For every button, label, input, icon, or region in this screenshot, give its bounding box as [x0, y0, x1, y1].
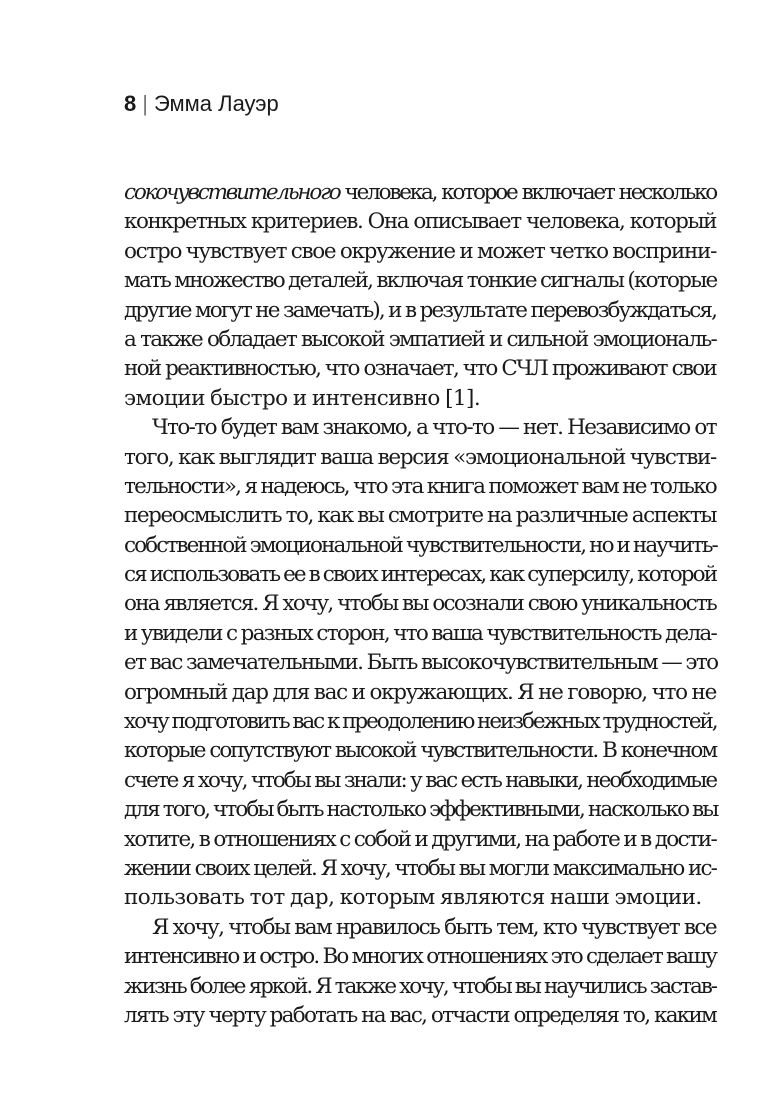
text-line: собственной эмоциональной чувствительности, но и научить- [124, 532, 717, 558]
text-line: переосмыслить то, как вы смотрите на различные аспекты [124, 503, 716, 529]
text-line: жизнь более яркой. Я также хочу, чтобы вы научились застав- [124, 973, 716, 999]
text-line: она является. Я хочу, чтобы вы осознали свою уникальность [124, 591, 716, 617]
text-line: конкретных критериев. Она описывает человека, который [124, 209, 716, 235]
running-header [124, 90, 279, 118]
text-line: ет вас замечательными. Быть высокочувствительным — это [124, 650, 718, 676]
italic-term: сокочувствительного [124, 180, 340, 205]
text-line: другие могут не замечать), и в результате перевозбуждаться, [124, 297, 716, 323]
body-text [124, 178, 716, 1030]
text-line: счете я хочу, чтобы вы знали: у вас есть навыки, необходимые [124, 767, 716, 793]
text-line: ся использовать ее в своих интересах, как суперсилу, которой [124, 562, 717, 588]
text-line: а также обладает высокой эмпатией и сильной эмоциональ- [124, 326, 716, 352]
text-line: хочу подготовить вас к преодолению неизбежных трудностей, [124, 709, 717, 735]
text-line: ной реактивностью, что означает, что СЧЛ проживают свои [124, 356, 716, 382]
text-line: которые сопутствуют высокой чувствительности. В конечном [124, 738, 716, 764]
text-line: лять эту черту работать на вас, отчасти определяя то, каким [124, 1002, 716, 1028]
header-divider: | [142, 91, 148, 116]
paragraph [124, 178, 716, 413]
text-line: того, как выглядит ваша версия «эмоциональной чувстви- [124, 444, 716, 470]
paragraph [124, 413, 716, 913]
page-number: 8 [124, 91, 137, 116]
text-line: огромный дар для вас и окружающих. Я не говорю, что не [124, 679, 716, 705]
text-line: тельности», я надеюсь, что эта книга поможет вам не только [124, 473, 716, 499]
text-line: эмоции быстро и интенсивно [1]. [124, 385, 481, 411]
text-line: для того, чтобы быть настолько эффективными, насколько вы [124, 797, 718, 823]
text-line: пользовать тот дар, которым являются наши эмоции. [124, 885, 702, 911]
text-line: мать множество деталей, включая тонкие сигналы (которые [124, 268, 717, 294]
text-line: остро чувствует свое окружение и может четко восприни- [124, 238, 717, 264]
text-line: Что-то будет вам знакомо, а что-то — нет. Независимо от [152, 415, 716, 441]
text-line-rest: человека, которое включает несколько [339, 180, 716, 205]
author-name: Эмма Лауэр [153, 91, 279, 116]
text-line: хотите, в отношениях с собой и другими, на работе и в дости- [124, 826, 716, 852]
text-line: интенсивно и остро. Во многих отношениях это сделает вашу [124, 944, 716, 970]
text-line: и увидели с разных сторон, что ваша чувствительность дела- [124, 620, 716, 646]
text-line [124, 178, 716, 207]
paragraph [124, 913, 716, 1031]
text-line: жении своих целей. Я хочу, чтобы вы могли максимально ис- [124, 855, 716, 881]
text-line: Я хочу, чтобы вам нравилось быть тем, кто чувствует все [152, 914, 716, 940]
